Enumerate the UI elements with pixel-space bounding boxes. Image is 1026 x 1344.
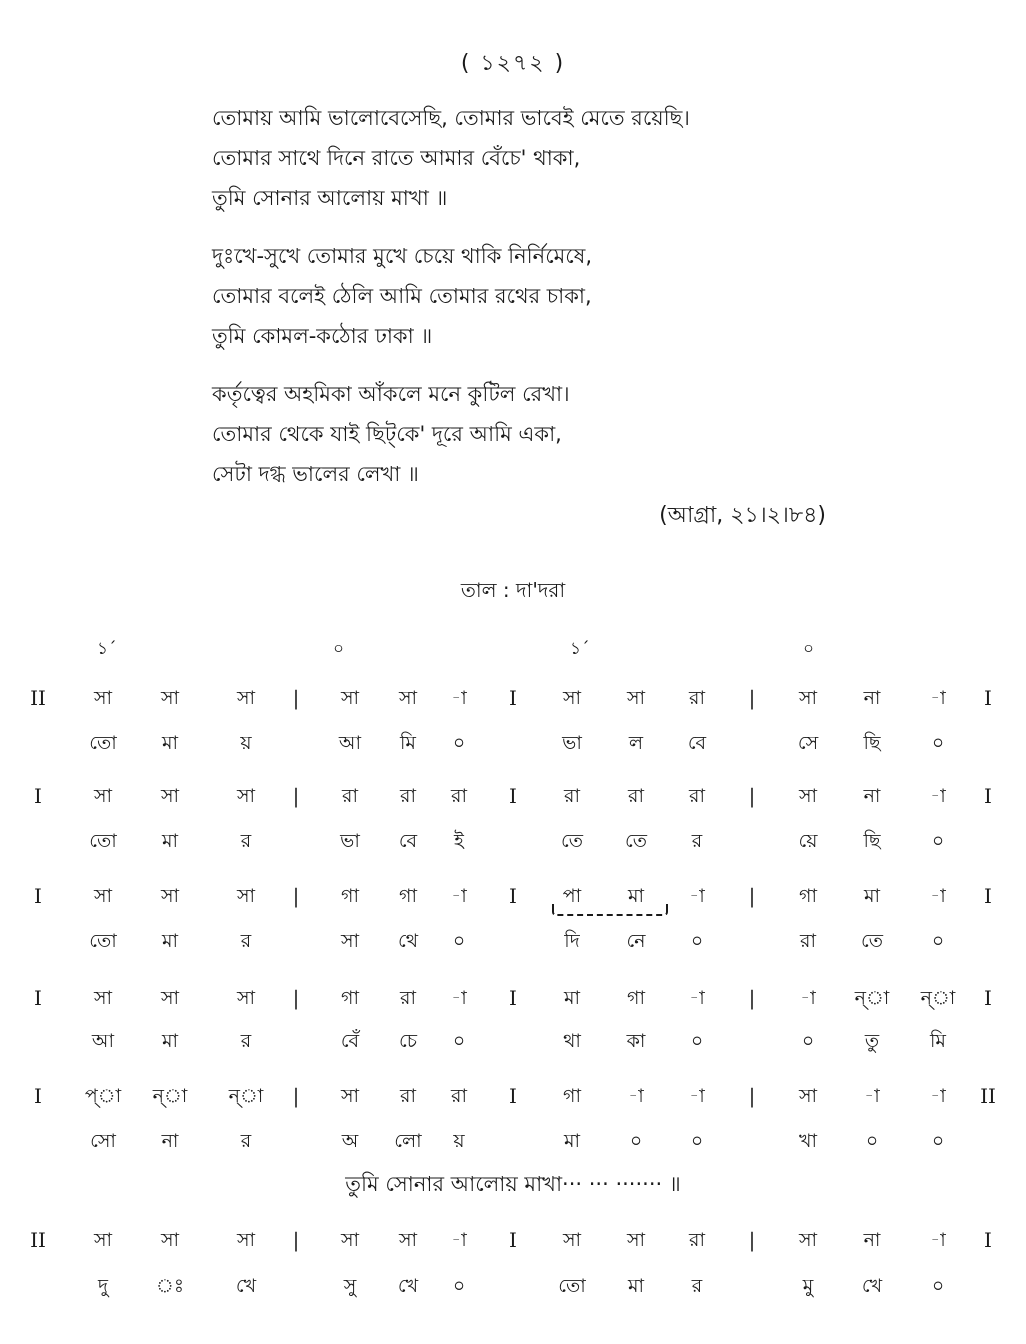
lyric-line: তোমার থেকে যাই ছিট্‌কে' দূরে আমি একা, [212, 422, 562, 446]
lyric-syllable: ০ [452, 1030, 466, 1052]
lyric-syllable: ০ [452, 1275, 466, 1297]
swara-note: রা [342, 785, 358, 807]
swara-note: -া [800, 987, 816, 1009]
swara-note: সা [398, 687, 418, 709]
lyric-syllable: না [161, 1130, 179, 1152]
lyric-syllable: সু [343, 1275, 357, 1297]
bar-separator: I [984, 686, 992, 710]
swara-note: -া [628, 1085, 644, 1107]
lyric-line: কর্তৃত্বের অহমিকা আঁকলে মনে কুটিল রেখা। [212, 382, 570, 406]
lyric-syllable: তো [89, 930, 117, 952]
lyric-syllable: দু [98, 1275, 108, 1297]
bar-separator: I [984, 784, 992, 808]
lyric-syllable: খে [397, 1275, 419, 1297]
swara-note: রা [451, 785, 467, 807]
swara-note: সা [236, 1229, 256, 1251]
swara-note: সা [160, 1229, 180, 1251]
bar-separator: I [34, 1084, 42, 1108]
swara-note: সা [340, 687, 360, 709]
swara-note: মা [863, 885, 881, 907]
swara-note: সা [93, 885, 113, 907]
bar-separator: I [509, 1228, 517, 1252]
bar-separator: I [509, 884, 517, 908]
lyric-syllable: ০ [931, 830, 945, 852]
swara-note: ন্‌া [228, 1085, 264, 1107]
bar-separator: I [984, 884, 992, 908]
swara-note: গা [341, 987, 359, 1009]
lyric-line: তুমি সোনার আলোয় মাখা ॥ [212, 186, 448, 210]
lyric-syllable: ০ [452, 732, 466, 754]
lyric-syllable: ০ [931, 732, 945, 754]
swara-note: সা [160, 885, 180, 907]
lyric-syllable: মা [627, 1275, 645, 1297]
swara-note: রা [400, 1085, 416, 1107]
lyric-syllable: তো [89, 732, 117, 754]
swara-note: সা [340, 1085, 360, 1107]
tala-title: তাল : দা'দরা [460, 578, 566, 602]
lyric-syllable: ০ [931, 1130, 945, 1152]
swara-note: গা [627, 987, 645, 1009]
lyric-syllable: কা [626, 1030, 646, 1052]
bar-separator: | [292, 884, 300, 908]
lyric-syllable: র [240, 1030, 252, 1052]
swara-note: ন্‌া [152, 1085, 188, 1107]
bar-separator: | [292, 1228, 300, 1252]
lyric-syllable: ০ [690, 1130, 704, 1152]
lyric-syllable: বে [398, 830, 418, 852]
swara-note: সা [93, 1229, 113, 1251]
bar-separator: II [980, 1084, 996, 1108]
lyric-syllable: মা [161, 930, 179, 952]
lyric-syllable: ০ [690, 1030, 704, 1052]
swara-note: রা [689, 687, 705, 709]
bar-separator: | [292, 686, 300, 710]
bar-separator: | [292, 784, 300, 808]
beat-mark: ০ [803, 639, 815, 659]
swara-note: সা [93, 987, 113, 1009]
lyric-syllable: খে [861, 1275, 883, 1297]
swara-note: -া [930, 1085, 946, 1107]
swara-note: রা [628, 785, 644, 807]
lyric-syllable: য়ে [798, 830, 818, 852]
swara-note: পা [562, 885, 582, 907]
lyric-syllable: মা [161, 1030, 179, 1052]
lyric-syllable: তো [89, 830, 117, 852]
lyric-syllable: র [691, 830, 703, 852]
swara-note: সা [93, 687, 113, 709]
bar-separator: I [509, 686, 517, 710]
lyric-syllable: ছি [863, 830, 881, 852]
lyric-syllable: মি [930, 1030, 946, 1052]
beat-mark: ১´ [570, 639, 590, 659]
swara-note: প্‌া [84, 1085, 122, 1107]
refrain-line: তুমি সোনার আলোয় মাখা··· ··· ······· ॥ [345, 1172, 681, 1196]
bar-separator: | [748, 884, 756, 908]
swara-note: সা [236, 885, 256, 907]
lyric-syllable: র [240, 930, 252, 952]
lyric-syllable: আ [338, 732, 362, 754]
swara-note: রা [400, 785, 416, 807]
lyric-syllable: চে [399, 1030, 417, 1052]
lyric-line: তুমি কোমল-কঠোর ঢাকা ॥ [212, 324, 433, 348]
lyric-syllable: আ [91, 1030, 115, 1052]
swara-note: সা [236, 687, 256, 709]
swara-note: না [863, 687, 881, 709]
swara-note: -া [451, 687, 467, 709]
page-number: ( ১২৭২ ) [460, 51, 566, 76]
swara-note: -া [930, 885, 946, 907]
lyric-syllable: অ [341, 1130, 359, 1152]
lyric-line: তোমার সাথে দিনে রাতে আমার বেঁচে' থাকা, [212, 146, 581, 170]
swara-note: রা [689, 1229, 705, 1251]
swara-note: মা [627, 885, 645, 907]
bar-separator: | [748, 784, 756, 808]
bar-separator: II [30, 1228, 46, 1252]
swara-note: গা [399, 885, 417, 907]
swara-note: সা [398, 1229, 418, 1251]
swara-note: গা [799, 885, 817, 907]
bar-separator: II [30, 686, 46, 710]
lyric-syllable: তু [864, 1030, 880, 1052]
place-date: (আগ্রা, ২১।২।৮৪) [659, 503, 826, 528]
bar-separator: I [34, 986, 42, 1010]
lyric-syllable: মি [400, 732, 416, 754]
swara-note: সা [562, 1229, 582, 1251]
swara-note: রা [400, 987, 416, 1009]
swara-note: -া [451, 885, 467, 907]
lyric-syllable: ছি [863, 732, 881, 754]
lyric-line: দুঃখে-সুখে তোমার মুখে চেয়ে থাকি নির্নিমেষে, [212, 244, 592, 268]
swara-note: সা [340, 1229, 360, 1251]
lyric-syllable: বেঁ [340, 1030, 360, 1052]
swara-note: -া [930, 1229, 946, 1251]
bar-separator: I [984, 986, 992, 1010]
swara-note: রা [564, 785, 580, 807]
swara-note: সা [798, 1085, 818, 1107]
swara-note: -া [689, 987, 705, 1009]
lyric-syllable: মা [161, 732, 179, 754]
bar-separator: | [292, 986, 300, 1010]
swara-note: ন্‌া [854, 987, 890, 1009]
lyric-syllable: ০ [931, 1275, 945, 1297]
bar-separator: I [509, 1084, 517, 1108]
swara-note: -া [451, 1229, 467, 1251]
lyric-syllable: ০ [931, 930, 945, 952]
lyric-line: তোমার বলেই ঠেলি আমি তোমার রথের চাকা, [212, 284, 592, 308]
swara-note: -া [451, 987, 467, 1009]
lyric-syllable: র [691, 1275, 703, 1297]
lyric-syllable: ০ [629, 1130, 643, 1152]
lyric-line: সেটা দগ্ধ ভালের লেখা ॥ [212, 462, 419, 486]
swara-note: সা [236, 785, 256, 807]
swara-note: না [863, 785, 881, 807]
lyric-syllable: থা [563, 1030, 581, 1052]
swara-note: সা [236, 987, 256, 1009]
lyric-syllable: ই [454, 830, 464, 852]
swara-note: -া [864, 1085, 880, 1107]
swara-note: না [863, 1229, 881, 1251]
lyric-syllable: বে [687, 732, 707, 754]
swara-note: রা [689, 785, 705, 807]
bar-separator: | [748, 986, 756, 1010]
lyric-syllable: থে [397, 930, 418, 952]
swara-note: রা [451, 1085, 467, 1107]
bar-separator: I [509, 784, 517, 808]
swara-note: সা [798, 785, 818, 807]
swara-note: -া [689, 1085, 705, 1107]
slur-mark [552, 904, 668, 916]
swara-note: সা [93, 785, 113, 807]
beat-mark: ০ [333, 639, 345, 659]
lyric-syllable: তো [558, 1275, 586, 1297]
lyric-syllable: তে [625, 830, 647, 852]
lyric-syllable: ভা [562, 732, 582, 754]
lyric-syllable: ০ [452, 930, 466, 952]
lyric-syllable: সো [90, 1130, 116, 1152]
swara-note: -া [689, 885, 705, 907]
bar-separator: I [34, 884, 42, 908]
lyric-syllable: দি [564, 930, 580, 952]
bar-separator: | [748, 1084, 756, 1108]
bar-separator: I [984, 1228, 992, 1252]
swara-note: গা [563, 1085, 581, 1107]
swara-note: -া [930, 785, 946, 807]
beat-mark: ১´ [97, 639, 117, 659]
lyric-syllable: য় [453, 1130, 465, 1152]
lyric-syllable: সে [797, 732, 819, 754]
lyric-syllable: ০ [690, 930, 704, 952]
lyric-line: তোমায় আমি ভালোবেসেছি, তোমার ভাবেই মেতে রয়েছি। [212, 106, 690, 130]
bar-separator: | [292, 1084, 300, 1108]
lyric-syllable: মা [161, 830, 179, 852]
swara-note: সা [626, 1229, 646, 1251]
lyric-syllable: মু [802, 1275, 814, 1297]
lyric-syllable: তে [561, 830, 583, 852]
lyric-syllable: খা [799, 1130, 817, 1152]
swara-note: সা [626, 687, 646, 709]
bar-separator: I [509, 986, 517, 1010]
lyric-syllable: য় [240, 732, 252, 754]
swara-note: সা [798, 687, 818, 709]
lyric-syllable: র [240, 830, 252, 852]
swara-note: সা [160, 987, 180, 1009]
swara-note: গা [341, 885, 359, 907]
swara-note: ন্‌া [920, 987, 956, 1009]
bar-separator: | [748, 686, 756, 710]
lyric-syllable: ল [628, 732, 644, 754]
lyric-syllable: তে [861, 930, 883, 952]
lyric-syllable: ০ [865, 1130, 879, 1152]
lyric-syllable: খে [235, 1275, 257, 1297]
lyric-syllable: নে [626, 930, 646, 952]
lyric-syllable: ঃ [156, 1275, 184, 1297]
swara-note: সা [160, 785, 180, 807]
swara-note: সা [562, 687, 582, 709]
lyric-syllable: মা [563, 1130, 581, 1152]
lyric-syllable: র [240, 1130, 252, 1152]
bar-separator: | [748, 1228, 756, 1252]
lyric-syllable: লো [394, 1130, 422, 1152]
swara-note: -া [930, 687, 946, 709]
bar-separator: I [34, 784, 42, 808]
swara-note: সা [160, 687, 180, 709]
lyric-syllable: রা [800, 930, 816, 952]
lyric-syllable: সা [340, 930, 360, 952]
swara-note: সা [798, 1229, 818, 1251]
lyric-syllable: ভা [340, 830, 360, 852]
lyric-syllable: ০ [801, 1030, 815, 1052]
swara-note: মা [563, 987, 581, 1009]
